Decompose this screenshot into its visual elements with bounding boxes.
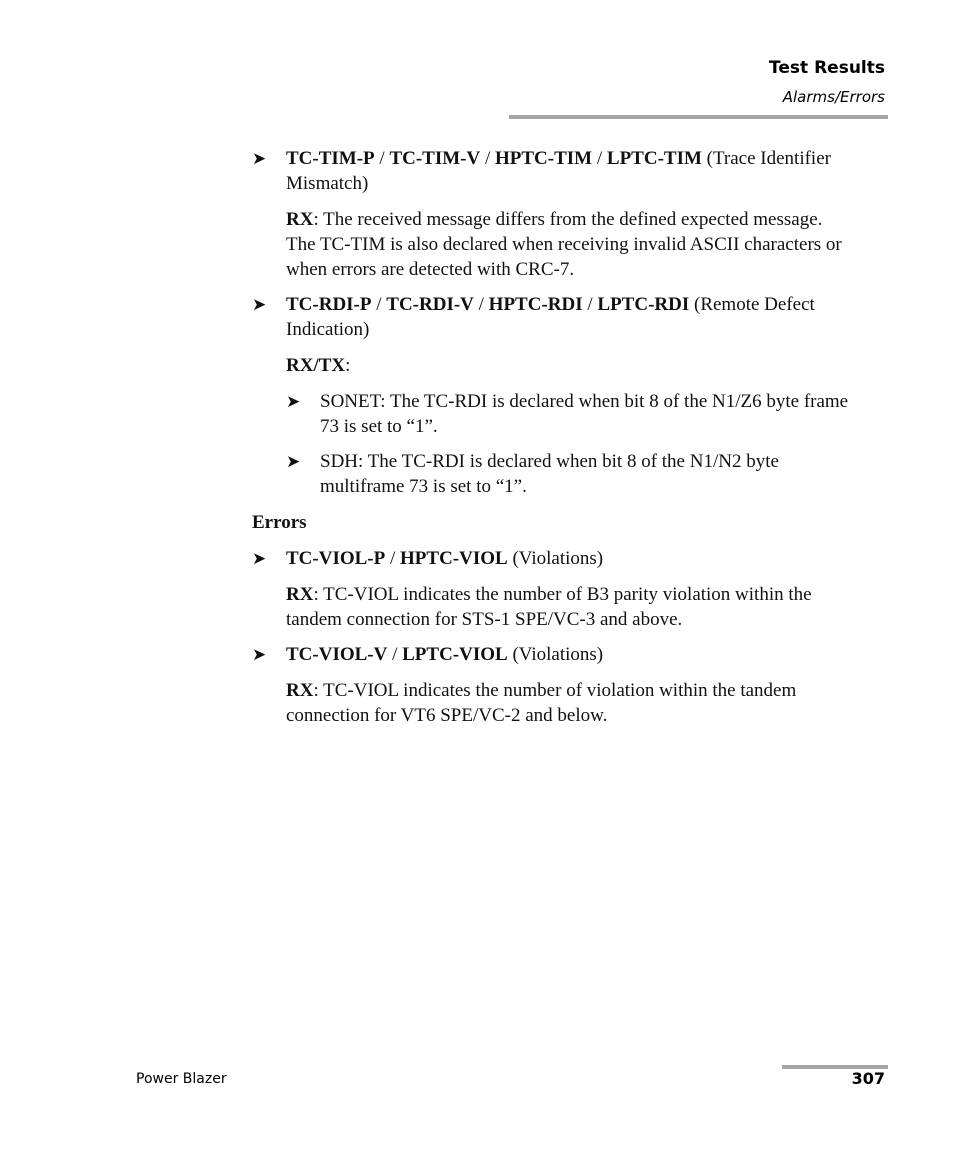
paragraph-tc-tim-rx bbox=[286, 207, 886, 282]
arrow-bullet-icon: ➤ bbox=[286, 452, 301, 472]
arrow-bullet-icon: ➤ bbox=[252, 645, 267, 665]
bullet-text bbox=[286, 546, 886, 571]
text: : The received message differs from the defined expected message. bbox=[313, 209, 823, 230]
text: SDH: The TC-RDI is declared when bit 8 of the N1/N2 byte bbox=[320, 451, 779, 472]
term: TC-RDI-V bbox=[386, 294, 474, 315]
term: LPTC-RDI bbox=[597, 294, 690, 315]
description: Mismatch) bbox=[286, 173, 369, 194]
text: The TC-TIM is also declared when receiving invalid ASCII characters or bbox=[286, 234, 842, 255]
term: HPTC-TIM bbox=[495, 148, 593, 169]
separator: / bbox=[473, 294, 489, 315]
separator: / bbox=[385, 548, 401, 569]
text: SONET: The TC-RDI is declared when bit 8 of the N1/Z6 byte frame bbox=[320, 391, 849, 412]
bullet-text bbox=[286, 292, 886, 342]
paragraph-viol-p-rx bbox=[286, 582, 886, 632]
separator: / bbox=[387, 644, 403, 665]
sub-bullet-text bbox=[320, 389, 886, 439]
text: tandem connection for STS-1 SPE/VC-3 and above. bbox=[286, 609, 683, 630]
text: : bbox=[345, 355, 351, 376]
term: TC-VIOL-V bbox=[286, 644, 388, 665]
separator: / bbox=[371, 294, 387, 315]
separator: / bbox=[374, 148, 390, 169]
running-header-title: Test Results bbox=[769, 58, 885, 78]
paragraph-rdi-label bbox=[286, 353, 886, 378]
description: (Violations) bbox=[507, 644, 604, 665]
term: TC-VIOL-P bbox=[286, 548, 386, 569]
term: LPTC-VIOL bbox=[402, 644, 508, 665]
text: when errors are detected with CRC-7. bbox=[286, 259, 575, 280]
description: Indication) bbox=[286, 319, 370, 340]
label: RX bbox=[286, 209, 314, 230]
arrow-bullet-icon: ➤ bbox=[286, 392, 301, 412]
description: (Trace Identifier bbox=[701, 148, 831, 169]
separator: / bbox=[592, 148, 607, 169]
term: TC-RDI-P bbox=[286, 294, 372, 315]
label: RX bbox=[286, 680, 314, 701]
text: : TC-VIOL indicates the number of B3 parity violation within the bbox=[313, 584, 812, 605]
description: (Violations) bbox=[507, 548, 604, 569]
sub-bullet-text bbox=[320, 449, 886, 499]
arrow-bullet-icon: ➤ bbox=[252, 149, 267, 169]
term: HPTC-RDI bbox=[488, 294, 583, 315]
label: RX/TX bbox=[286, 355, 346, 376]
text: connection for VT6 SPE/VC-2 and below. bbox=[286, 705, 608, 726]
separator: / bbox=[582, 294, 598, 315]
section-heading-errors: Errors bbox=[252, 512, 307, 533]
text: : TC-VIOL indicates the number of violation within the tandem bbox=[313, 680, 797, 701]
header-rule bbox=[509, 115, 888, 119]
term: TC-TIM-P bbox=[286, 148, 375, 169]
term: TC-TIM-V bbox=[389, 148, 481, 169]
term: LPTC-TIM bbox=[606, 148, 702, 169]
arrow-bullet-icon: ➤ bbox=[252, 295, 267, 315]
arrow-bullet-icon: ➤ bbox=[252, 549, 267, 569]
bullet-text bbox=[286, 642, 886, 667]
separator: / bbox=[480, 148, 495, 169]
text: 73 is set to “1”. bbox=[320, 416, 438, 437]
bullet-text bbox=[286, 146, 886, 196]
paragraph-viol-v-rx bbox=[286, 678, 886, 728]
term: HPTC-VIOL bbox=[400, 548, 508, 569]
page-number: 307 bbox=[851, 1069, 885, 1088]
text: multiframe 73 is set to “1”. bbox=[320, 476, 527, 497]
label: RX bbox=[286, 584, 314, 605]
description: (Remote Defect bbox=[689, 294, 815, 315]
running-header-subtitle: Alarms/Errors bbox=[782, 88, 885, 106]
footer-product-name: Power Blazer bbox=[136, 1071, 227, 1087]
